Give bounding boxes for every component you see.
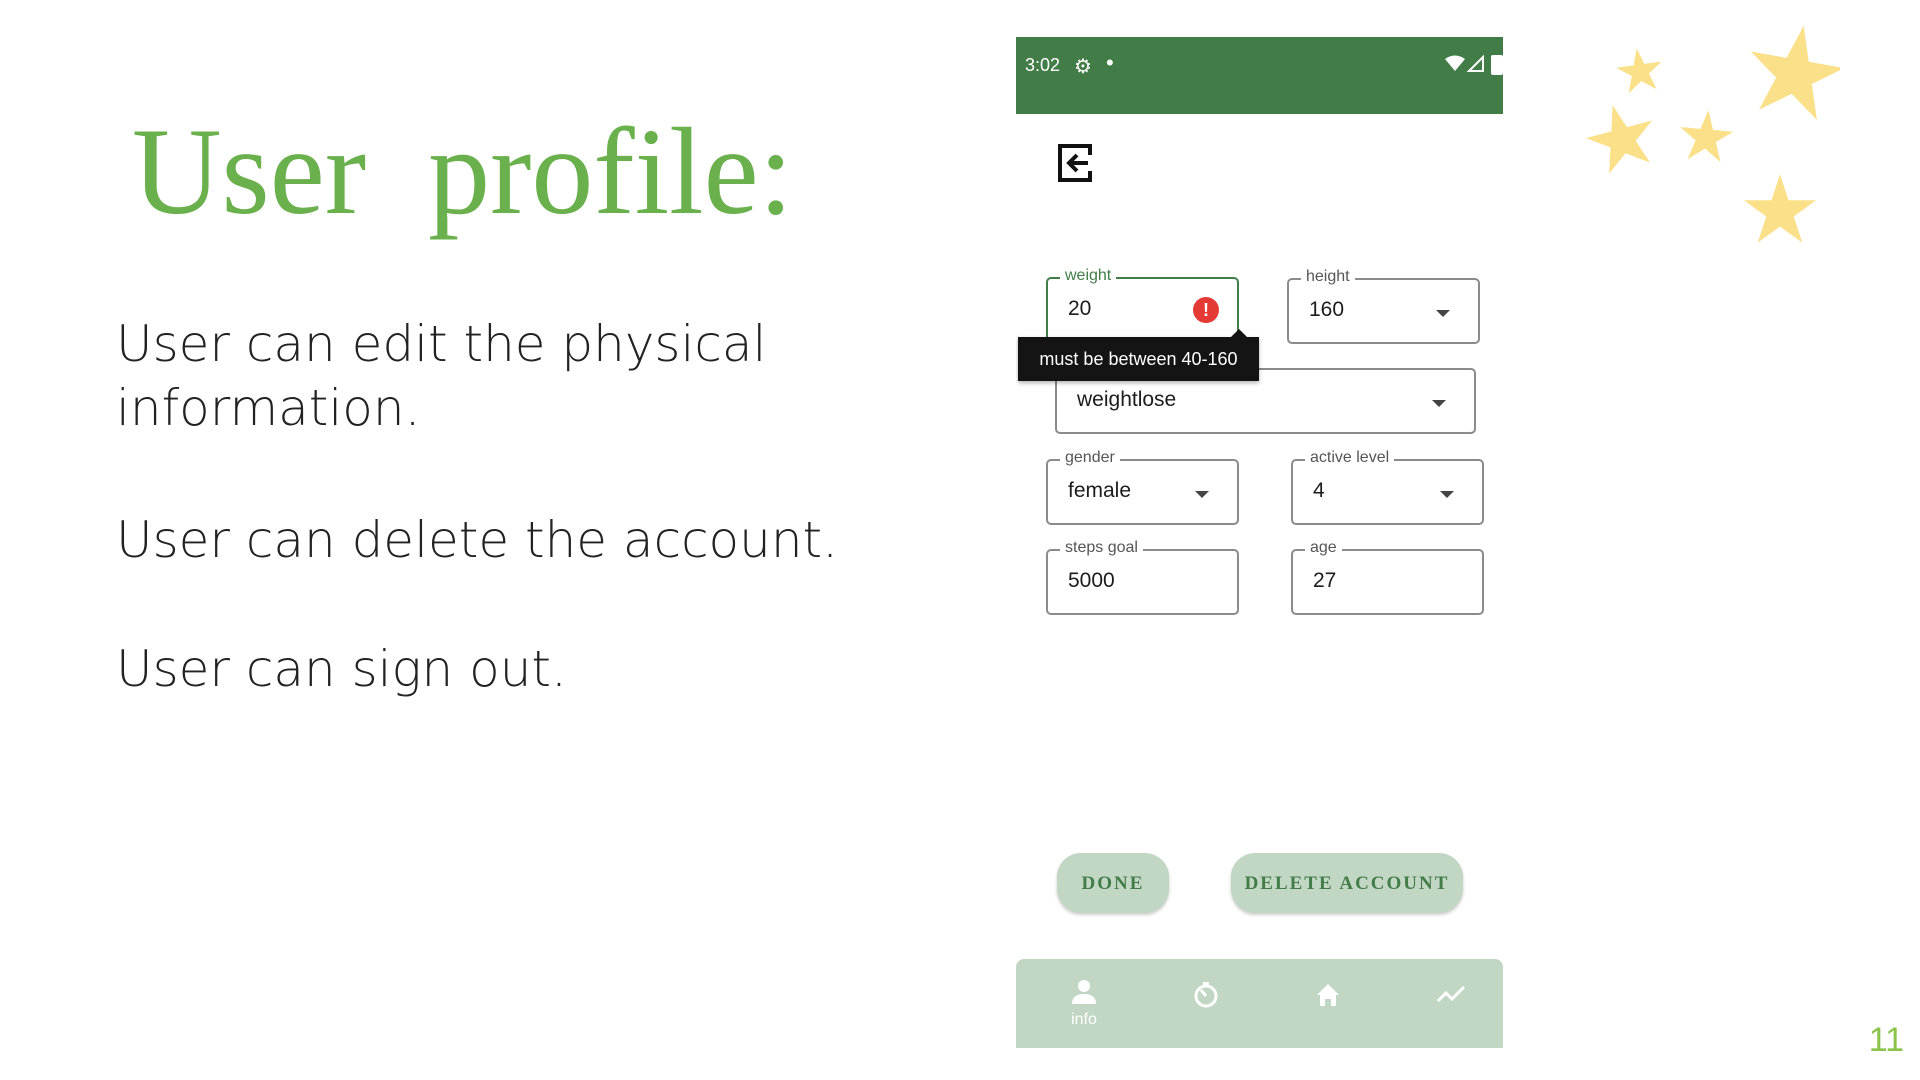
phone-screen [1016,37,1503,1048]
dropdown-arrow-icon [1436,310,1450,317]
dropdown-arrow-icon [1195,491,1209,498]
page-number: 11 [1868,1021,1904,1059]
error-icon: ! [1193,297,1219,323]
age-label: age [1305,539,1342,557]
sign-out-icon[interactable] [1058,143,1094,183]
status-bar [1016,37,1503,114]
bullet-sign-out: User can sign out. [116,640,567,698]
active-level-label: active level [1305,449,1394,467]
star-icon [1744,174,1816,243]
height-select[interactable] [1287,268,1480,344]
stars-decoration [1580,20,1840,260]
nav-info[interactable] [1034,959,1134,1048]
active-level-select[interactable] [1291,449,1484,525]
gender-label: gender [1060,449,1120,467]
dropdown-arrow-icon [1432,400,1446,407]
star-icon [1580,96,1663,177]
active-level-value: 4 [1313,479,1325,502]
nav-home[interactable] [1278,959,1378,1048]
nav-timer[interactable] [1156,959,1256,1048]
height-label: height [1301,268,1355,286]
weight-field[interactable] [1046,267,1239,343]
nav-progress[interactable] [1400,959,1500,1048]
nav-info-label: info [1071,1011,1097,1028]
star-icon [1614,45,1665,94]
bullet-delete-account: User can delete the account. [116,511,839,569]
wifi-signal-battery-icon [1443,53,1503,77]
gear-icon: ⚙ [1074,56,1092,78]
gender-value: female [1068,479,1132,502]
height-value: 160 [1309,298,1345,321]
notification-dot-icon: • [1106,50,1114,75]
trending-icon [1436,981,1468,1009]
bullet-edit-info: User can edit the physical information. [116,315,767,437]
weight-error-tooltip: must be between 40-160 [1018,337,1259,381]
done-button[interactable]: DONE [1057,853,1169,913]
weight-value: 20 [1068,297,1092,320]
home-icon [1314,981,1342,1009]
goal-value: weightlose [1077,388,1177,411]
delete-account-button[interactable]: DELETE ACCOUNT [1231,853,1463,913]
star-icon [1677,108,1734,163]
dropdown-arrow-icon [1440,491,1454,498]
slide-title: User profile: [132,103,794,240]
steps-goal-value: 5000 [1068,569,1115,592]
gender-select[interactable] [1046,449,1239,525]
star-icon [1741,20,1840,123]
steps-goal-label: steps goal [1060,539,1143,557]
steps-goal-field[interactable] [1046,539,1239,615]
person-icon [1070,979,1098,1005]
bottom-nav [1016,959,1503,1048]
status-time: 3:02 [1025,55,1061,75]
age-field[interactable] [1291,539,1484,615]
timer-icon [1192,981,1220,1009]
weight-label: weight [1060,267,1116,285]
age-value: 27 [1313,569,1337,592]
